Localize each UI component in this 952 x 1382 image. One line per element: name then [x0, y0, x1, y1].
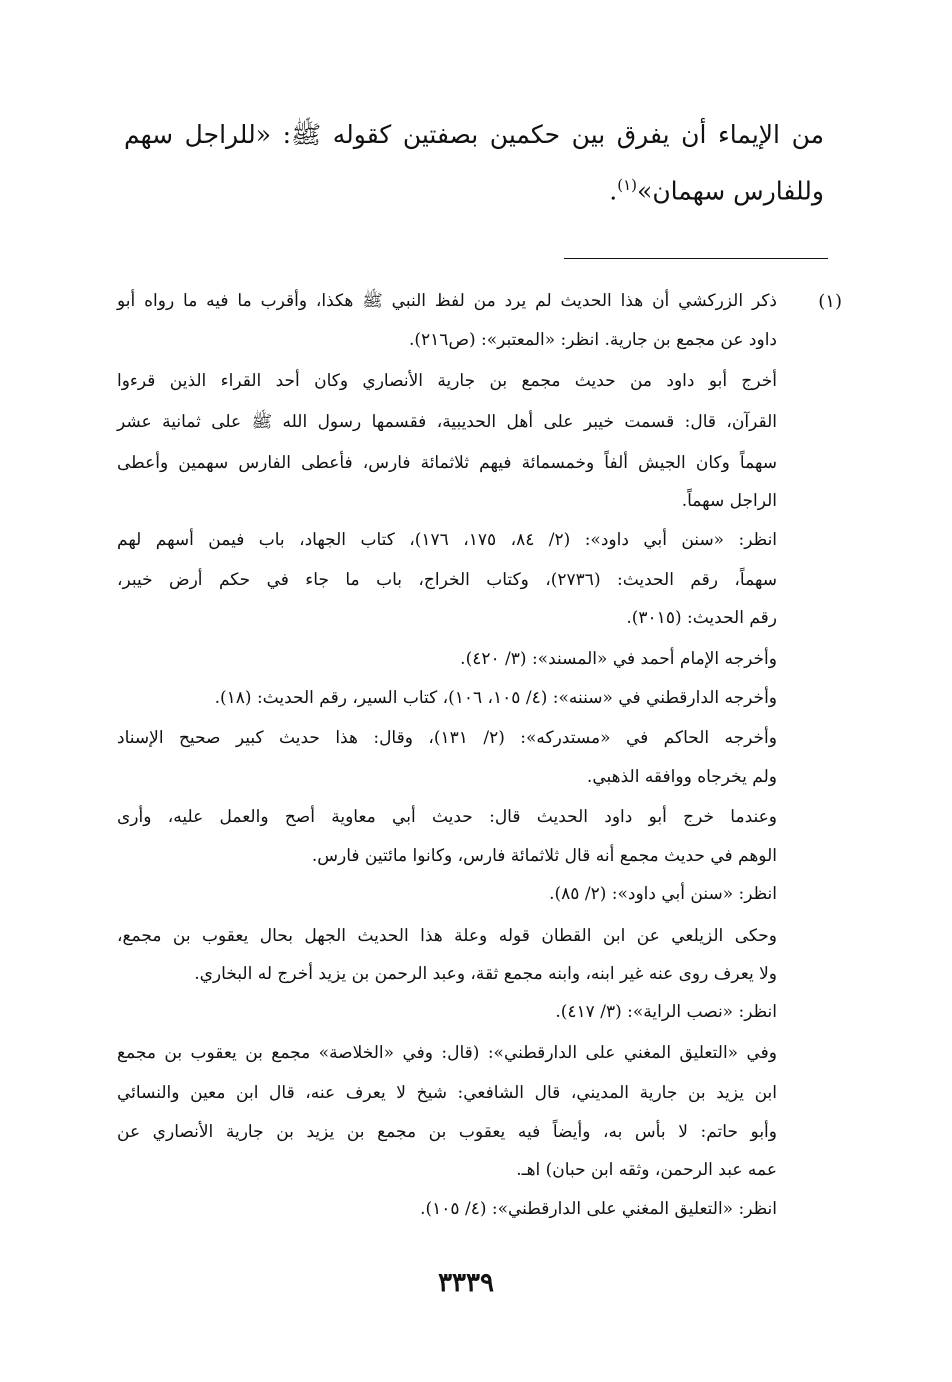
main-text-line-2-body: وللفارس سهمان»	[637, 176, 824, 206]
footnote-separator	[564, 258, 828, 259]
footnote-line: القرآن، قال: قسمت خيبر على أهل الحديبية، فقسمها رسول الله ﷺ على ثمانية عشر	[117, 412, 777, 432]
footnote-line: سهماً وكان الجيش ألفاً وخمسمائة فيهم ثلاثمائة فارس، فأعطى الفارس سهمين وأعطى	[117, 453, 777, 473]
footnote-line: وحكى الزيلعي عن ابن القطان قوله وعلة هذا الحديث الجهل بحال يعقوب بن مجمع،	[117, 926, 777, 946]
footnote-line: رقم الحديث: (٣٠١٥).	[626, 608, 777, 628]
footnote-line: انظر: «سنن أبي داود»: (٢/ ٨٤، ١٧٥، ١٧٦)، كتاب الجهاد، باب فيمن أسهم لهم	[117, 530, 778, 550]
footnote-line: الراجل سهماً.	[681, 491, 777, 511]
footnote-line: انظر: «نصب الراية»: (٣/ ٤١٧).	[555, 1002, 777, 1022]
footnote-line: وأخرجه الدارقطني في «سننه»: (٤/ ١٠٥، ١٠٦)، كتاب السير، رقم الحديث: (١٨).	[214, 688, 777, 708]
footnote-line: وأخرجه الإمام أحمد في «المسند»: (٣/ ٤٢٠).	[460, 649, 777, 669]
footnote-line: انظر: «سنن أبي داود»: (٢/ ٨٥).	[549, 884, 777, 904]
footnote-line: وفي «التعليق المغني على الدارقطني»: (قال: وفي «الخلاصة» مجمع بن يعقوب بن مجمع	[117, 1043, 777, 1063]
footnote-line: ولا يعرف روى عنه غير ابنه، وابنه مجمع ثقة، وعبد الرحمن بن يزيد أخرج له البخاري.	[194, 964, 777, 984]
footnote-reference: (١)	[617, 176, 638, 194]
footnote-line: ولم يخرجاه ووافقه الذهبي.	[586, 767, 777, 787]
main-text-line-2	[124, 170, 824, 206]
footnote-line: وأخرجه الحاكم في «مستدركه»: (٢/ ١٣١)، وقال: هذا حديث كبير صحيح الإسناد	[117, 728, 777, 748]
page-number: ٣٣٣٩	[438, 1268, 494, 1298]
footnote-line: ابن يزيد بن جارية المديني، قال الشافعي: شيخ لا يعرف عنه، قال ابن معين والنسائي	[117, 1083, 777, 1103]
footnote-line: عمه عبد الرحمن، وثقه ابن حبان) اهـ.	[516, 1160, 777, 1180]
footnote-marker: (١)	[818, 291, 842, 312]
footnote-line: داود عن مجمع بن جارية. انظر: «المعتبر»: (ص٢١٦).	[408, 330, 777, 350]
main-text-line-2-end: .	[609, 176, 618, 206]
footnote-line: سهماً، رقم الحديث: (٢٧٣٦)، وكتاب الخراج، باب ما جاء في حكم أرض خيبر،	[117, 570, 777, 590]
footnote-line: الوهم في حديث مجمع أنه قال ثلاثمائة فارس، وكانوا مائتين فارس.	[311, 846, 777, 866]
footnote-line: ذكر الزركشي أن هذا الحديث لم يرد من لفظ النبي ﷺ هكذا، وأقرب ما فيه ما رواه أبو	[117, 291, 777, 311]
main-text-line-1: من الإيماء أن يفرق بين حكمين بصفتين كقوله ﷺ: «للراجل سهم	[124, 120, 824, 149]
footnote-line: أخرج أبو داود من حديث مجمع بن جارية الأنصاري وكان أحد القراء الذين قرءوا	[117, 371, 777, 391]
footnote-line: وعندما خرج أبو داود الحديث قال: حديث أبي معاوية أصح والعمل عليه، وأرى	[117, 807, 777, 827]
footnote-line: وأبو حاتم: لا بأس به، وأيضاً فيه يعقوب بن مجمع بن يزيد بن جارية الأنصاري عن	[117, 1122, 777, 1142]
footnote-line: انظر: «التعليق المغني على الدارقطني»: (٤/ ١٠٥).	[420, 1199, 777, 1219]
